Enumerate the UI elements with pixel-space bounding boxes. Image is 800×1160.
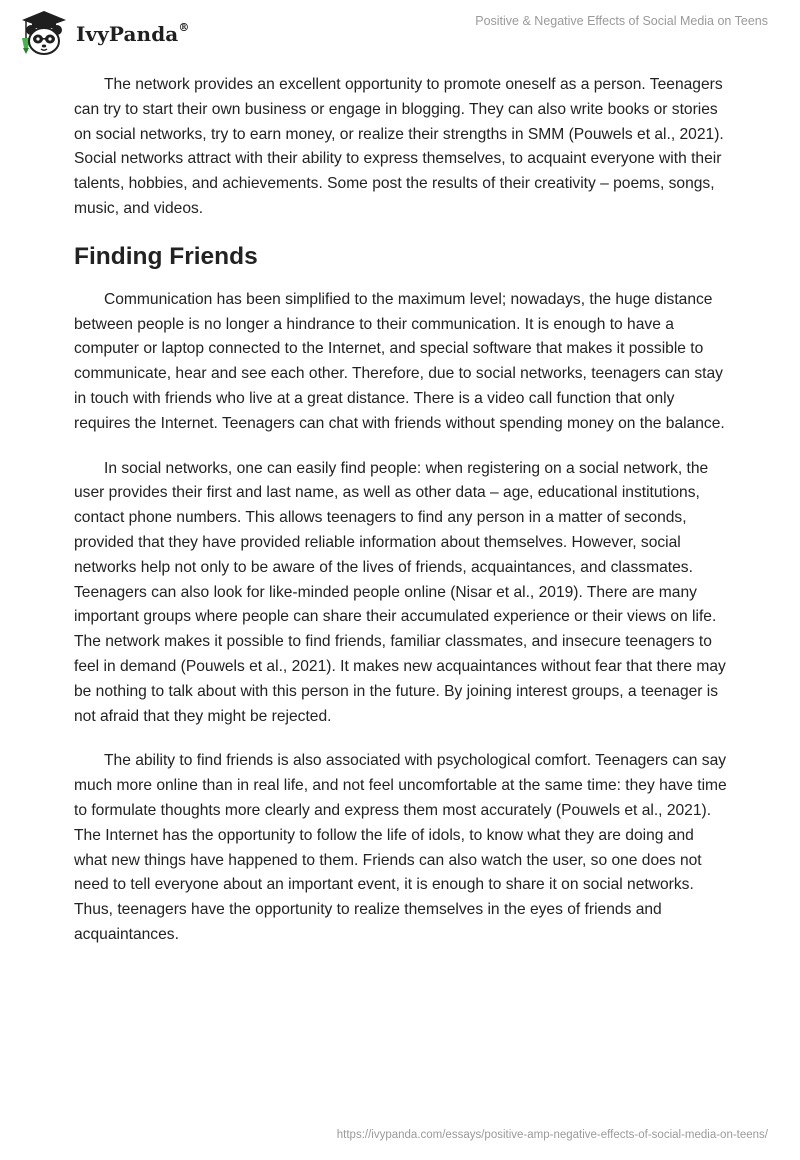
paragraph: In social networks, one can easily find people: when registering on a social network, the user provides their first and last name, as well as other data – age, educational institutions, contact phone numbers. This allows teenagers to find any person in a matter of seconds, provided that they have provided reliable information about themselves. However, social networks help not only to be aware of the lives of friends, acquaintances, and classmates. Teenagers can also look for like-minded people online (Nisar et al., 2019). There are many important groups where people can share their accumulated experience or their views on life. The network makes it possible to find friends, familiar classmates, and insecure teenagers to feel in demand (Pouwels et al., 2021). It makes new acquaintances without fear that there may be nothing to talk about with this person in the future. By joining interest groups, a teenager is not afraid that they might be rejected.	[74, 459, 726, 725]
brand-logo[interactable]	[14, 8, 189, 58]
brand-name	[76, 22, 189, 46]
page-header	[0, 0, 800, 64]
document-title: Positive & Negative Effects of Social Media on Teens	[475, 14, 768, 28]
brand-name-text: IvyPanda	[76, 22, 179, 46]
essay-content	[74, 73, 730, 968]
registered-mark: ®	[178, 21, 190, 35]
paragraph: Communication has been simplified to the maximum level; nowadays, the huge distance between people is no longer a hindrance to their communication. It is enough to have a computer or laptop connected to the Internet, and special software that makes it possible to communicate, hear and see each other. Therefore, due to social networks, teenagers can stay in touch with friends who live at a great distance. There is a video call function that only requires the Internet. Teenagers can chat with friends without spending money on the balance.	[74, 290, 725, 432]
paragraph: The ability to find friends is also associated with psychological comfort. Teenagers can say much more online than in real life, and not feel uncomfortable at the same time: they have time to formulate thoughts more clearly and express them most accurately (Pouwels et al., 2021). The Internet has the opportunity to follow the life of idols, to know what they are doing and what new things have happened to them. Friends can also watch the user, so one does not need to tell everyone about an important event, it is enough to share it on social networks. Thus, teenagers have the opportunity to realize themselves in the eyes of friends and acquaintances.	[74, 752, 727, 943]
intro-paragraph: The network provides an excellent opportunity to promote oneself as a person. Teenagers can try to start their own business or engage in blogging. They can also write books or stories on social networks, try to earn money, or realize their strengths in SMM (Pouwels et al., 2021). Social networks attract with their ability to express themselves, to acquaint everyone with their talents, hobbies, and achievements. Some post the results of their creativity – poems, songs, music, and videos.	[74, 76, 724, 217]
section-heading: Finding Friends	[74, 242, 258, 270]
panda-graduate-icon	[14, 8, 72, 58]
source-url[interactable]: https://ivypanda.com/essays/positive-amp-negative-effects-of-social-media-on-teens/	[336, 1129, 768, 1141]
